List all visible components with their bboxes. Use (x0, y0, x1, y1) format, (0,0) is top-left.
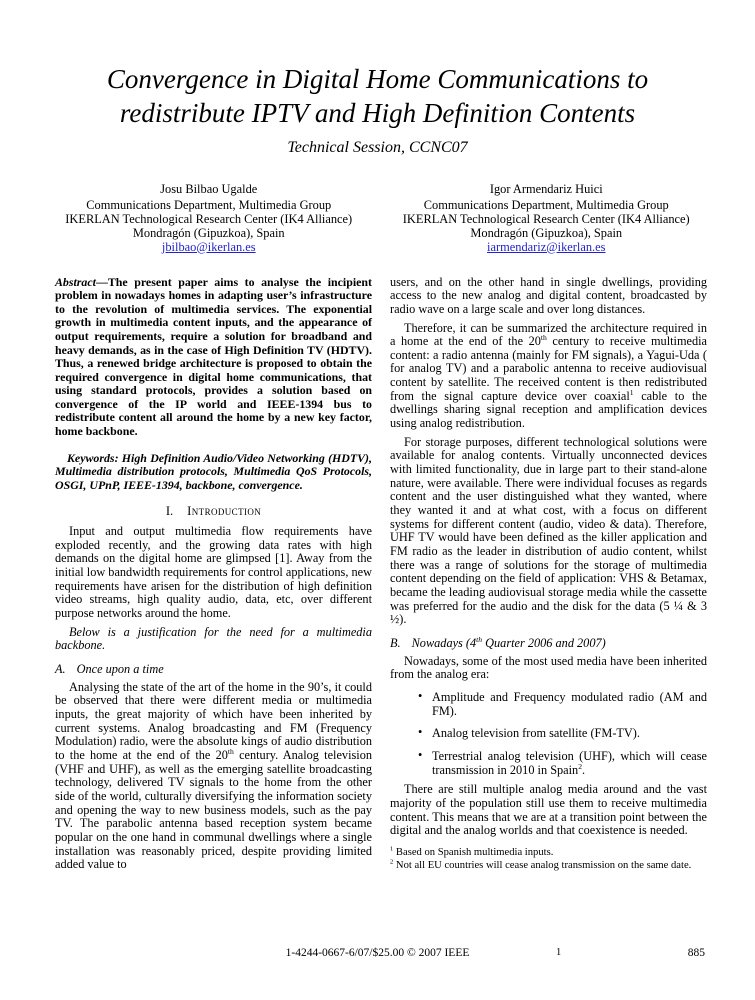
author-name: Josu Bilbao Ugalde (160, 182, 258, 196)
abstract-paragraph (55, 276, 372, 439)
subsection-heading-b (390, 634, 707, 651)
storage-paragraph: For storage purposes, different technological solutions were available for analog contents. Virtually unconnected devices with limited functionality, due in large part to their stand-alone nature, were available. There were individual focuses as regards content and the user distinguished what they wanted, where they wanted it and at what cost, with a focus on different systems for different content (audio, video & data). Therefore, UHF TV would have been defined as the killer application and FM radio as the leader in distribution of audio content, whilst there was a range of solutions for the storage of multimedia content depending on the field of application: VHS & Betamax, became the leading audiovisual storage media while the cassette was preferred for the audio and the disk for the data (5 ¼ & 3 ½). (390, 434, 707, 627)
author-city: Mondragón (Gipuzkoa), Spain (132, 225, 285, 240)
authors-block (0, 183, 755, 255)
subsection-title: Once upon a time (76, 662, 164, 676)
author-email-link[interactable]: iarmendariz@ikerlan.es (487, 239, 606, 254)
bullet-icon: • (418, 725, 423, 740)
backbone-note-paragraph: Below is a justification for the need for a multimedia backbone. (55, 624, 372, 653)
paper-subtitle: Technical Session, CCNC07 (287, 139, 468, 156)
author-department: Communications Department, Multimedia Group (423, 197, 669, 212)
architecture-paragraph: Therefore, it can be summarized the architecture required in a home at the end of the 20th century to receive multimedia content: a radio antenna (mainly for FM signals), a Yagui-Uda ( for analog TV) and a parabolic antenna to receive audiovisual content by satellite. The received content is then redistributed from the signal capture device over coaxial$^1$ cable to the dwellings sharing signal reception and amplification devices using analog redistribution. (390, 320, 707, 431)
transition-paragraph: There are still multiple analog media around and the vast majority of the population still use them to receive multimedia content. This means that we are at a transition point between the digital and the analog worlds and that coexistence is needed. (390, 782, 707, 838)
author-institution: IKERLAN Technological Research Center (IK4 Alliance) (65, 211, 353, 226)
bullet-icon: • (418, 747, 423, 762)
bullet-text: Amplitude and Frequency modulated radio (AM and FM). (432, 689, 707, 718)
author-left (40, 183, 378, 255)
subsection-label: B. (390, 635, 401, 650)
abstract-text: —The present paper aims to analyse the incipient problem in nowadays homes in adapting user’s infrastructure to the revolution of multimedia services. The exponential growth in multimedia content inputs, and the appearance of output requirements, require a solution for broadband and heavy demands, as in the case of High Definition TV (HDTV). Thus, a renewed bridge architecture is proposed to obtain the required convergence in digital home communications, that using standard protocols, provides a solution based on convergence of the IP world and IEEE-1394 bus to redistribute content all around the home by a new key factor, home backbone. (55, 274, 372, 439)
author-right (378, 183, 716, 255)
proceedings-page-number: 885 (687, 947, 705, 959)
list-item (390, 727, 707, 741)
bullet-text: Analog television from satellite (FM-TV). (432, 726, 640, 741)
paper-title-line1: Convergence in Digital Home Communications to (106, 64, 649, 94)
body-columns (0, 276, 755, 873)
author-city: Mondragón (Gipuzkoa), Spain (470, 225, 623, 240)
copyright-notice: 1-4244-0667-6/07/$25.00 © 2007 IEEE (285, 947, 470, 959)
intro-paragraph: Input and output multimedia flow requirements have exploded recently, and the growing data rates with high demands on the digital home are glimpsed [1]. Away from the initial low bandwidth requirements for control applications, new requirements have arisen for the distribution of high definition video streams, high quality audio, data, etc, over different purpose networks around the home. (55, 524, 372, 621)
author-institution: IKERLAN Technological Research Center (IK4 Alliance) (402, 211, 690, 226)
subsection-heading-a (55, 663, 372, 677)
subsection-title: Nowadays (4th Quarter 2006 and 2007) (411, 634, 606, 650)
section-title: Introduction (187, 504, 262, 519)
footnotes-block (390, 847, 707, 873)
list-item (390, 747, 707, 777)
title-block (0, 0, 755, 157)
bullet-text: Terrestrial analog television (UHF), which will cease transmission in 2010 in Spain$^2$. (432, 748, 707, 777)
continuation-paragraph: users, and on the other hand in single dwellings, providing access to the new analog and digital content, broadcasted by radio wave on a large scale and over long distances. (390, 274, 707, 316)
left-column (55, 276, 372, 873)
media-bullet-list (390, 688, 707, 777)
section-heading-introduction (55, 505, 372, 519)
once-upon-a-time-paragraph: Analysing the state of the art of the home in the 90’s, it could be observed that there were different media or multimedia inputs, the great majority of which have been inherited by current systems. Analog broadcasting and FM (Frequency Modulation) radio, were the absolute kings of audio distribution to the home at the end of the 20th century. Analog television (VHF and UHF), as well as the emerging satellite broadcasting technology, delivered TV signals to the home from the other side of the world, culturally diversifying the information society and opening the way to new business models, such as the pay TV. The parabolic antenna based reception system became popular on the one hand in communal dwellings where a single installation was reasonably priced, despite providing limited added value to (55, 679, 372, 872)
author-department: Communications Department, Multimedia Group (86, 197, 332, 212)
list-item (390, 688, 707, 718)
nowadays-paragraph: Nowadays, some of the most used media have been inherited from the analog era: (390, 653, 707, 682)
author-name: Igor Armendariz Huici (489, 182, 603, 196)
subsection-label: A. (55, 662, 66, 676)
right-column (390, 276, 707, 873)
footnote-2: $^2$ Not all EU countries will cease analog transmission on the same date. (390, 858, 692, 872)
keywords-paragraph: Keywords: High Definition Audio/Video Networking (HDTV), Multimedia distribution protocols, Multimedia QoS Protocols, OSGI, UPnP, IEEE-1394, backbone, convergence. (55, 450, 372, 492)
abstract-lead: Abstract (55, 274, 96, 289)
page-number: 1 (556, 947, 562, 958)
footnote-1: $^1$ Based on Spanish multimedia inputs. (390, 845, 554, 858)
section-number: I. (165, 504, 174, 519)
paper-title-line2: redistribute IPTV and High Definition Contents (119, 98, 636, 128)
bullet-icon: • (418, 688, 423, 703)
author-email-link[interactable]: jbilbao@ikerlan.es (161, 239, 256, 254)
